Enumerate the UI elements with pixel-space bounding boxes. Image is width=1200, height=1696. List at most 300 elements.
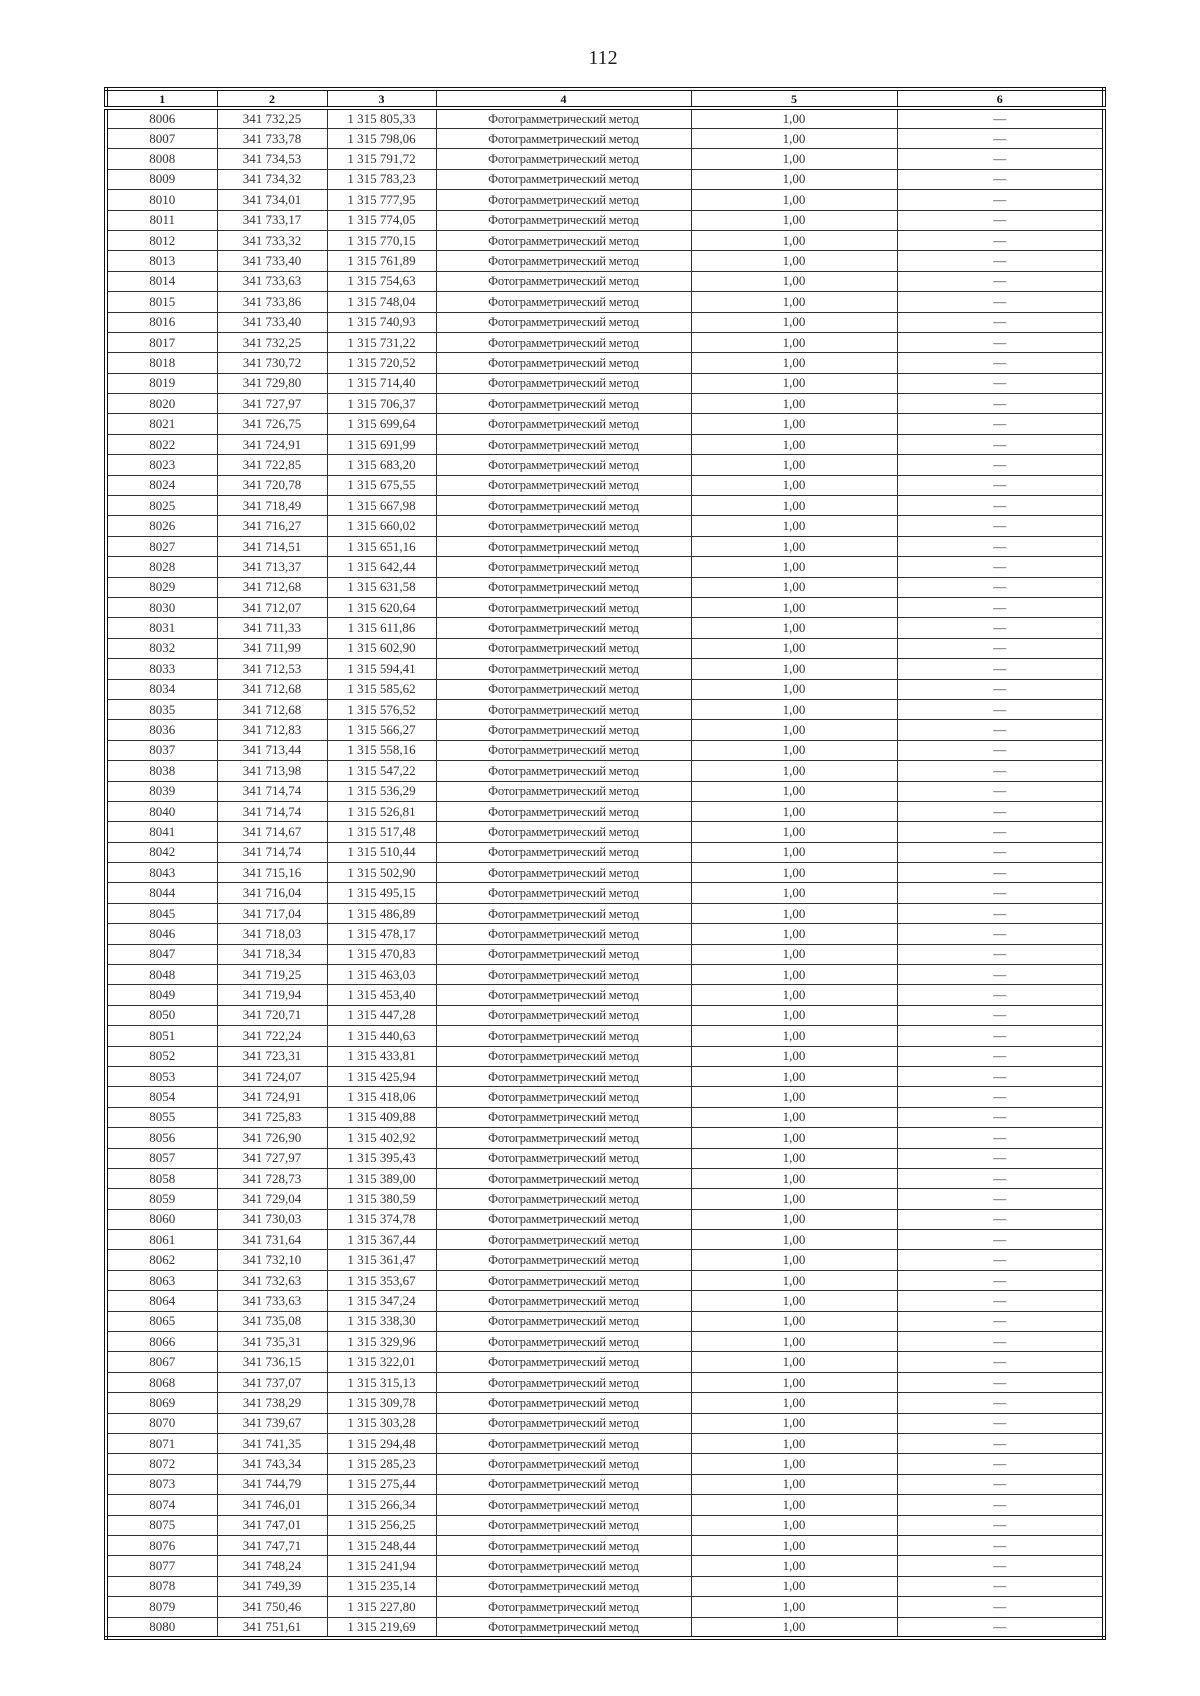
- cell-col-2: 341 715,16: [217, 863, 327, 883]
- cell-col-1: 8019: [106, 373, 217, 393]
- cell-col-6: —: [897, 1087, 1104, 1107]
- cell-col-2: 341 737,07: [217, 1372, 327, 1392]
- table-row: [106, 720, 1104, 740]
- cell-col-5: 1,00: [691, 1311, 897, 1331]
- cell-col-2: 341 718,49: [217, 496, 327, 516]
- cell-col-1: 8040: [106, 801, 217, 821]
- cell-col-5: 1,00: [691, 1576, 897, 1596]
- cell-col-1: 8030: [106, 597, 217, 617]
- cell-col-5: 1,00: [691, 394, 897, 414]
- cell-col-4: Фотограмметрический метод: [436, 1087, 691, 1107]
- cell-col-2: 341 735,31: [217, 1332, 327, 1352]
- cell-col-4: Фотограмметрический метод: [436, 434, 691, 454]
- cell-col-4: Фотограмметрический метод: [436, 475, 691, 495]
- cell-col-4: Фотограмметрический метод: [436, 1046, 691, 1066]
- cell-col-6: —: [897, 557, 1104, 577]
- cell-col-2: 341 732,63: [217, 1270, 327, 1290]
- header-col-2: 2: [217, 89, 327, 108]
- cell-col-3: 1 315 675,55: [327, 475, 436, 495]
- cell-col-1: 8028: [106, 557, 217, 577]
- cell-col-5: 1,00: [691, 761, 897, 781]
- cell-col-3: 1 315 285,23: [327, 1454, 436, 1474]
- cell-col-3: 1 315 380,59: [327, 1189, 436, 1209]
- table-row: [106, 108, 1104, 129]
- cell-col-2: 341 726,90: [217, 1128, 327, 1148]
- table-row: [106, 434, 1104, 454]
- cell-col-2: 341 733,17: [217, 210, 327, 230]
- table-row: [106, 1148, 1104, 1168]
- cell-col-1: 8066: [106, 1332, 217, 1352]
- cell-col-5: 1,00: [691, 1005, 897, 1025]
- cell-col-3: 1 315 706,37: [327, 394, 436, 414]
- cell-col-2: 341 727,97: [217, 1148, 327, 1168]
- cell-col-3: 1 315 731,22: [327, 332, 436, 352]
- table-row: [106, 149, 1104, 169]
- cell-col-5: 1,00: [691, 312, 897, 332]
- cell-col-2: 341 738,29: [217, 1393, 327, 1413]
- cell-col-2: 341 744,79: [217, 1474, 327, 1494]
- cell-col-3: 1 315 294,48: [327, 1434, 436, 1454]
- cell-col-4: Фотограмметрический метод: [436, 618, 691, 638]
- cell-col-4: Фотограмметрический метод: [436, 740, 691, 760]
- cell-col-6: —: [897, 475, 1104, 495]
- cell-col-6: —: [897, 210, 1104, 230]
- table-row: [106, 883, 1104, 903]
- cell-col-2: 341 719,94: [217, 985, 327, 1005]
- cell-col-4: Фотограмметрический метод: [436, 1209, 691, 1229]
- cell-col-2: 341 718,03: [217, 924, 327, 944]
- cell-col-4: Фотограмметрический метод: [436, 1535, 691, 1555]
- cell-col-5: 1,00: [691, 455, 897, 475]
- cell-col-3: 1 315 754,63: [327, 271, 436, 291]
- cell-col-6: —: [897, 455, 1104, 475]
- cell-col-6: —: [897, 251, 1104, 271]
- cell-col-1: 8006: [106, 108, 217, 129]
- cell-col-6: —: [897, 883, 1104, 903]
- cell-col-4: Фотограмметрический метод: [436, 597, 691, 617]
- cell-col-4: Фотограмметрический метод: [436, 801, 691, 821]
- cell-col-4: Фотограмметрический метод: [436, 1026, 691, 1046]
- cell-col-1: 8029: [106, 577, 217, 597]
- cell-col-1: 8008: [106, 149, 217, 169]
- table-row: [106, 475, 1104, 495]
- cell-col-5: 1,00: [691, 516, 897, 536]
- cell-col-6: —: [897, 414, 1104, 434]
- cell-col-2: 341 727,97: [217, 394, 327, 414]
- cell-col-3: 1 315 329,96: [327, 1332, 436, 1352]
- cell-col-5: 1,00: [691, 1270, 897, 1290]
- cell-col-5: 1,00: [691, 1393, 897, 1413]
- cell-col-1: 8070: [106, 1413, 217, 1433]
- cell-col-5: 1,00: [691, 1148, 897, 1168]
- table-row: [106, 699, 1104, 719]
- cell-col-4: Фотограмметрический метод: [436, 108, 691, 129]
- cell-col-5: 1,00: [691, 801, 897, 821]
- cell-col-1: 8034: [106, 679, 217, 699]
- header-col-4: 4: [436, 89, 691, 108]
- table-row: [106, 1087, 1104, 1107]
- cell-col-2: 341 732,10: [217, 1250, 327, 1270]
- cell-col-2: 341 724,91: [217, 1087, 327, 1107]
- cell-col-6: —: [897, 659, 1104, 679]
- table-row: [106, 169, 1104, 189]
- cell-col-2: 341 712,07: [217, 597, 327, 617]
- cell-col-1: 8067: [106, 1352, 217, 1372]
- cell-col-4: Фотограмметрический метод: [436, 536, 691, 556]
- cell-col-2: 341 729,80: [217, 373, 327, 393]
- cell-col-5: 1,00: [691, 1495, 897, 1515]
- cell-col-5: 1,00: [691, 210, 897, 230]
- cell-col-3: 1 315 353,67: [327, 1270, 436, 1290]
- cell-col-3: 1 315 783,23: [327, 169, 436, 189]
- cell-col-6: —: [897, 1454, 1104, 1474]
- cell-col-2: 341 734,53: [217, 149, 327, 169]
- cell-col-2: 341 733,40: [217, 251, 327, 271]
- cell-col-5: 1,00: [691, 414, 897, 434]
- cell-col-6: —: [897, 1148, 1104, 1168]
- cell-col-5: 1,00: [691, 536, 897, 556]
- cell-col-3: 1 315 227,80: [327, 1597, 436, 1617]
- cell-col-4: Фотограмметрический метод: [436, 699, 691, 719]
- cell-col-3: 1 315 651,16: [327, 536, 436, 556]
- cell-col-1: 8025: [106, 496, 217, 516]
- cell-col-5: 1,00: [691, 1556, 897, 1576]
- table-row: [106, 618, 1104, 638]
- table-row: [106, 1026, 1104, 1046]
- cell-col-6: —: [897, 190, 1104, 210]
- cell-col-6: —: [897, 1291, 1104, 1311]
- cell-col-5: 1,00: [691, 373, 897, 393]
- cell-col-3: 1 315 558,16: [327, 740, 436, 760]
- cell-col-1: 8032: [106, 638, 217, 658]
- cell-col-1: 8043: [106, 863, 217, 883]
- cell-col-1: 8027: [106, 536, 217, 556]
- table-row: [106, 1535, 1104, 1555]
- cell-col-4: Фотограмметрический метод: [436, 353, 691, 373]
- cell-col-5: 1,00: [691, 1515, 897, 1535]
- cell-col-4: Фотограмметрический метод: [436, 516, 691, 536]
- cell-col-6: —: [897, 822, 1104, 842]
- cell-col-4: Фотограмметрический метод: [436, 1005, 691, 1025]
- cell-col-3: 1 315 315,13: [327, 1372, 436, 1392]
- cell-col-4: Фотограмметрический метод: [436, 373, 691, 393]
- table-row: [106, 332, 1104, 352]
- cell-col-1: 8010: [106, 190, 217, 210]
- table-row: [106, 516, 1104, 536]
- cell-col-3: 1 315 409,88: [327, 1107, 436, 1127]
- cell-col-4: Фотограмметрический метод: [436, 1230, 691, 1250]
- cell-col-3: 1 315 691,99: [327, 434, 436, 454]
- cell-col-2: 341 733,78: [217, 129, 327, 149]
- cell-col-5: 1,00: [691, 883, 897, 903]
- cell-col-4: Фотограмметрический метод: [436, 129, 691, 149]
- table-row: [106, 1270, 1104, 1290]
- cell-col-5: 1,00: [691, 1046, 897, 1066]
- cell-col-3: 1 315 547,22: [327, 761, 436, 781]
- cell-col-1: 8038: [106, 761, 217, 781]
- cell-col-6: —: [897, 638, 1104, 658]
- cell-col-4: Фотограмметрический метод: [436, 1597, 691, 1617]
- cell-col-1: 8037: [106, 740, 217, 760]
- cell-col-1: 8049: [106, 985, 217, 1005]
- table-row: [106, 679, 1104, 699]
- cell-col-3: 1 315 338,30: [327, 1311, 436, 1331]
- cell-col-4: Фотограмметрический метод: [436, 944, 691, 964]
- cell-col-4: Фотограмметрический метод: [436, 781, 691, 801]
- cell-col-2: 341 716,04: [217, 883, 327, 903]
- cell-col-1: 8041: [106, 822, 217, 842]
- cell-col-6: —: [897, 699, 1104, 719]
- cell-col-6: —: [897, 1189, 1104, 1209]
- cell-col-1: 8026: [106, 516, 217, 536]
- cell-col-4: Фотограмметрический метод: [436, 169, 691, 189]
- table-row: [106, 597, 1104, 617]
- cell-col-1: 8059: [106, 1189, 217, 1209]
- cell-col-3: 1 315 486,89: [327, 903, 436, 923]
- table-row: [106, 1046, 1104, 1066]
- cell-col-4: Фотограмметрический метод: [436, 1189, 691, 1209]
- cell-col-3: 1 315 235,14: [327, 1576, 436, 1596]
- cell-col-5: 1,00: [691, 944, 897, 964]
- cell-col-4: Фотограмметрический метод: [436, 903, 691, 923]
- cell-col-5: 1,00: [691, 1230, 897, 1250]
- cell-col-5: 1,00: [691, 1597, 897, 1617]
- cell-col-6: —: [897, 597, 1104, 617]
- cell-col-3: 1 315 440,63: [327, 1026, 436, 1046]
- cell-col-3: 1 315 526,81: [327, 801, 436, 821]
- cell-col-5: 1,00: [691, 1535, 897, 1555]
- cell-col-6: —: [897, 1352, 1104, 1372]
- cell-col-5: 1,00: [691, 699, 897, 719]
- table-row: [106, 1107, 1104, 1127]
- cell-col-4: Фотограмметрический метод: [436, 1576, 691, 1596]
- cell-col-1: 8024: [106, 475, 217, 495]
- cell-col-6: —: [897, 536, 1104, 556]
- table-row: [106, 394, 1104, 414]
- cell-col-1: 8057: [106, 1148, 217, 1168]
- cell-col-1: 8007: [106, 129, 217, 149]
- cell-col-4: Фотограмметрический метод: [436, 230, 691, 250]
- cell-col-6: —: [897, 312, 1104, 332]
- header-col-1: 1: [106, 89, 217, 108]
- cell-col-5: 1,00: [691, 190, 897, 210]
- table-row: [106, 801, 1104, 821]
- cell-col-5: 1,00: [691, 577, 897, 597]
- table-row: [106, 312, 1104, 332]
- table-row: [106, 1495, 1104, 1515]
- cell-col-6: —: [897, 1168, 1104, 1188]
- cell-col-2: 341 718,34: [217, 944, 327, 964]
- table-row: [106, 557, 1104, 577]
- cell-col-6: —: [897, 1332, 1104, 1352]
- cell-col-6: —: [897, 1046, 1104, 1066]
- cell-col-6: —: [897, 965, 1104, 985]
- cell-col-5: 1,00: [691, 985, 897, 1005]
- cell-col-6: —: [897, 1209, 1104, 1229]
- cell-col-3: 1 315 774,05: [327, 210, 436, 230]
- cell-col-3: 1 315 389,00: [327, 1168, 436, 1188]
- cell-col-5: 1,00: [691, 1413, 897, 1433]
- cell-col-1: 8071: [106, 1434, 217, 1454]
- cell-col-4: Фотограмметрический метод: [436, 455, 691, 475]
- cell-col-2: 341 749,39: [217, 1576, 327, 1596]
- cell-col-3: 1 315 374,78: [327, 1209, 436, 1229]
- cell-col-5: 1,00: [691, 557, 897, 577]
- cell-col-4: Фотограмметрический метод: [436, 822, 691, 842]
- cell-col-2: 341 714,67: [217, 822, 327, 842]
- table-row: [106, 1617, 1104, 1638]
- cell-col-1: 8046: [106, 924, 217, 944]
- cell-col-5: 1,00: [691, 353, 897, 373]
- cell-col-6: —: [897, 618, 1104, 638]
- table-row: [106, 1372, 1104, 1392]
- cell-col-5: 1,00: [691, 271, 897, 291]
- header-col-3: 3: [327, 89, 436, 108]
- cell-col-4: Фотограмметрический метод: [436, 1311, 691, 1331]
- cell-col-1: 8016: [106, 312, 217, 332]
- cell-col-3: 1 315 740,93: [327, 312, 436, 332]
- cell-col-1: 8060: [106, 1209, 217, 1229]
- cell-col-5: 1,00: [691, 679, 897, 699]
- cell-col-6: —: [897, 394, 1104, 414]
- cell-col-6: —: [897, 781, 1104, 801]
- cell-col-5: 1,00: [691, 597, 897, 617]
- cell-col-5: 1,00: [691, 740, 897, 760]
- cell-col-1: 8068: [106, 1372, 217, 1392]
- cell-col-1: 8079: [106, 1597, 217, 1617]
- cell-col-1: 8055: [106, 1107, 217, 1127]
- cell-col-5: 1,00: [691, 1332, 897, 1352]
- cell-col-1: 8076: [106, 1535, 217, 1555]
- table-row: [106, 822, 1104, 842]
- cell-col-6: —: [897, 1434, 1104, 1454]
- cell-col-4: Фотограмметрический метод: [436, 394, 691, 414]
- cell-col-6: —: [897, 1026, 1104, 1046]
- cell-col-3: 1 315 266,34: [327, 1495, 436, 1515]
- cell-col-3: 1 315 777,95: [327, 190, 436, 210]
- cell-col-3: 1 315 447,28: [327, 1005, 436, 1025]
- cell-col-2: 341 748,24: [217, 1556, 327, 1576]
- table-row: [106, 985, 1104, 1005]
- cell-col-5: 1,00: [691, 720, 897, 740]
- cell-col-1: 8062: [106, 1250, 217, 1270]
- cell-col-6: —: [897, 842, 1104, 862]
- cell-col-2: 341 741,35: [217, 1434, 327, 1454]
- cell-col-4: Фотограмметрический метод: [436, 1393, 691, 1413]
- cell-col-3: 1 315 248,44: [327, 1535, 436, 1555]
- cell-col-4: Фотограмметрический метод: [436, 251, 691, 271]
- table-row: [106, 496, 1104, 516]
- cell-col-1: 8031: [106, 618, 217, 638]
- cell-col-4: Фотограмметрический метод: [436, 577, 691, 597]
- cell-col-3: 1 315 660,02: [327, 516, 436, 536]
- cell-col-2: 341 724,91: [217, 434, 327, 454]
- cell-col-4: Фотограмметрический метод: [436, 1270, 691, 1290]
- table-row: [106, 903, 1104, 923]
- cell-col-3: 1 315 611,86: [327, 618, 436, 638]
- cell-col-1: 8014: [106, 271, 217, 291]
- cell-col-2: 341 713,98: [217, 761, 327, 781]
- table-row: [106, 1454, 1104, 1474]
- cell-col-6: —: [897, 1066, 1104, 1086]
- cell-col-2: 341 719,25: [217, 965, 327, 985]
- cell-col-3: 1 315 322,01: [327, 1352, 436, 1372]
- table-row: [106, 210, 1104, 230]
- cell-col-3: 1 315 256,25: [327, 1515, 436, 1535]
- cell-col-6: —: [897, 985, 1104, 1005]
- cell-col-3: 1 315 602,90: [327, 638, 436, 658]
- table-row: [106, 863, 1104, 883]
- header-col-5: 5: [691, 89, 897, 108]
- cell-col-6: —: [897, 1107, 1104, 1127]
- table-row: [106, 1066, 1104, 1086]
- cell-col-3: 1 315 683,20: [327, 455, 436, 475]
- table-header-row: [106, 89, 1104, 108]
- cell-col-2: 341 726,75: [217, 414, 327, 434]
- cell-col-5: 1,00: [691, 1454, 897, 1474]
- cell-col-6: —: [897, 1128, 1104, 1148]
- cell-col-1: 8058: [106, 1168, 217, 1188]
- table-row: [106, 1413, 1104, 1433]
- cell-col-1: 8077: [106, 1556, 217, 1576]
- cell-col-2: 341 714,51: [217, 536, 327, 556]
- cell-col-4: Фотограмметрический метод: [436, 679, 691, 699]
- cell-col-1: 8022: [106, 434, 217, 454]
- cell-col-5: 1,00: [691, 842, 897, 862]
- table-row: [106, 842, 1104, 862]
- cell-col-3: 1 315 566,27: [327, 720, 436, 740]
- cell-col-2: 341 730,72: [217, 353, 327, 373]
- cell-col-4: Фотограмметрический метод: [436, 1352, 691, 1372]
- cell-col-6: —: [897, 1005, 1104, 1025]
- cell-col-6: —: [897, 434, 1104, 454]
- cell-col-2: 341 733,63: [217, 1291, 327, 1311]
- cell-col-4: Фотограмметрический метод: [436, 1474, 691, 1494]
- cell-col-1: 8072: [106, 1454, 217, 1474]
- table-row: [106, 455, 1104, 475]
- cell-col-6: —: [897, 679, 1104, 699]
- cell-col-4: Фотограмметрический метод: [436, 312, 691, 332]
- table-row: [106, 965, 1104, 985]
- cell-col-1: 8054: [106, 1087, 217, 1107]
- table-row: [106, 1209, 1104, 1229]
- table-row: [106, 740, 1104, 760]
- cell-col-1: 8050: [106, 1005, 217, 1025]
- cell-col-2: 341 712,83: [217, 720, 327, 740]
- cell-col-2: 341 716,27: [217, 516, 327, 536]
- cell-col-5: 1,00: [691, 251, 897, 271]
- cell-col-2: 341 711,99: [217, 638, 327, 658]
- cell-col-3: 1 315 453,40: [327, 985, 436, 1005]
- cell-col-4: Фотограмметрический метод: [436, 863, 691, 883]
- cell-col-5: 1,00: [691, 638, 897, 658]
- cell-col-2: 341 734,32: [217, 169, 327, 189]
- cell-col-1: 8039: [106, 781, 217, 801]
- cell-col-6: —: [897, 516, 1104, 536]
- cell-col-4: Фотограмметрический метод: [436, 638, 691, 658]
- table-row: [106, 353, 1104, 373]
- cell-col-3: 1 315 478,17: [327, 924, 436, 944]
- cell-col-1: 8033: [106, 659, 217, 679]
- cell-col-1: 8023: [106, 455, 217, 475]
- cell-col-3: 1 315 585,62: [327, 679, 436, 699]
- cell-col-5: 1,00: [691, 169, 897, 189]
- cell-col-1: 8012: [106, 230, 217, 250]
- cell-col-5: 1,00: [691, 965, 897, 985]
- cell-col-1: 8052: [106, 1046, 217, 1066]
- cell-col-5: 1,00: [691, 1066, 897, 1086]
- cell-col-5: 1,00: [691, 149, 897, 169]
